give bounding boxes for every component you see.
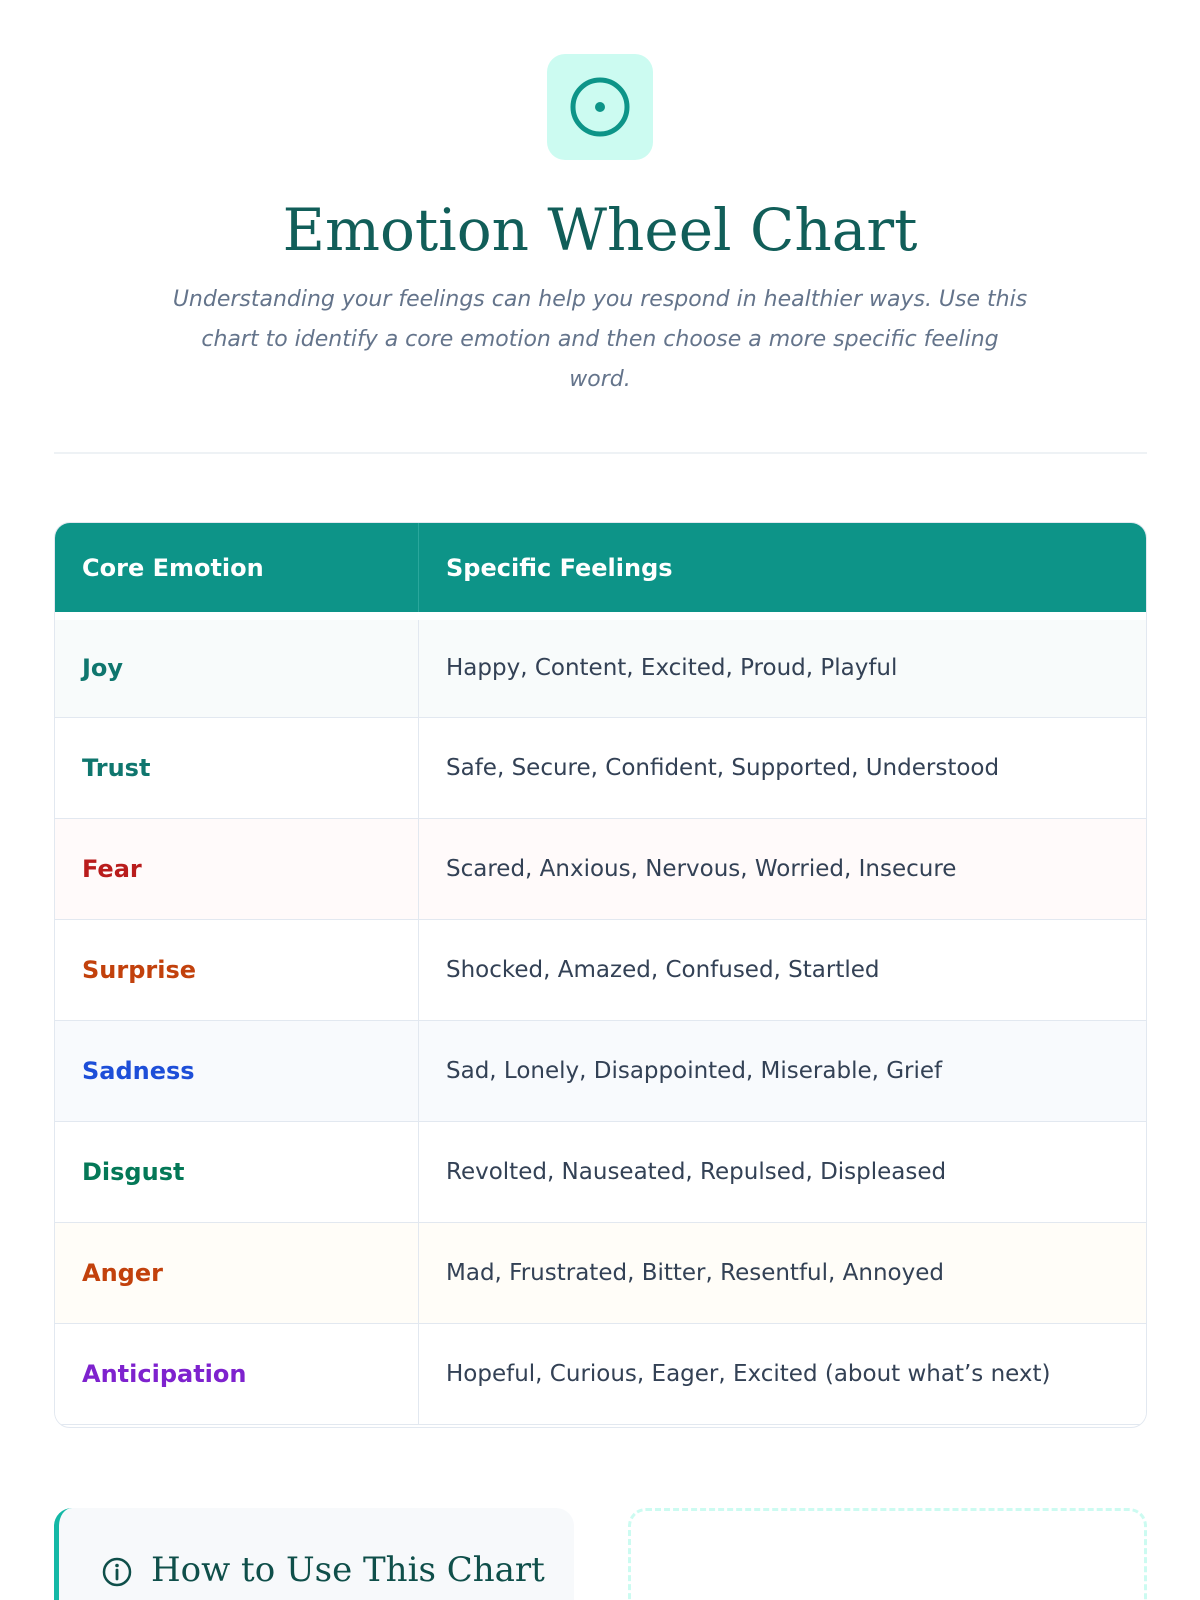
core-emotion-cell: Anger: [55, 1222, 419, 1323]
column-header-specific-feelings: Specific Feelings: [446, 553, 673, 582]
specific-feelings-cell: Happy, Content, Excited, Proud, Playful: [419, 616, 1147, 717]
core-emotion-cell: Sadness: [55, 1020, 419, 1121]
header-divider: [54, 452, 1147, 454]
table-row: [55, 1121, 1146, 1222]
emotion-table: [54, 522, 1147, 1428]
how-to-use-title: How to Use This Chart: [151, 1550, 545, 1590]
table-header-row: [55, 523, 1146, 616]
core-emotion-cell: Fear: [55, 818, 419, 919]
specific-feelings-cell: Sad, Lonely, Disappointed, Miserable, Grief: [419, 1020, 1147, 1121]
page-title: Emotion Wheel Chart: [282, 196, 918, 264]
core-emotion-cell: Joy: [55, 616, 419, 717]
core-emotion-cell: Surprise: [55, 919, 419, 1020]
target-icon: [568, 75, 632, 139]
table-row: [55, 1222, 1146, 1323]
core-emotion-cell: Anticipation: [55, 1323, 419, 1424]
table-row: [55, 1323, 1146, 1424]
logo-badge: [547, 54, 653, 160]
info-icon: [101, 1556, 133, 1588]
table-row: [55, 717, 1146, 818]
dashed-placeholder-card: [628, 1508, 1147, 1600]
table-row: [55, 919, 1146, 1020]
table-row: [55, 818, 1146, 919]
specific-feelings-cell: Mad, Frustrated, Bitter, Resentful, Annoyed: [419, 1222, 1147, 1323]
core-emotion-cell: Disgust: [55, 1121, 419, 1222]
page-subtitle: Understanding your feelings can help you respond in healthier ways. Use this chart to identify a core emotion and then choose a more specific feeling word.: [172, 287, 1028, 392]
specific-feelings-cell: Hopeful, Curious, Eager, Excited (about what’s next): [419, 1323, 1147, 1424]
core-emotion-cell: Trust: [55, 717, 419, 818]
how-to-use-card: [54, 1508, 574, 1600]
specific-feelings-cell: Scared, Anxious, Nervous, Worried, Insecure: [419, 818, 1147, 919]
specific-feelings-cell: Revolted, Nauseated, Repulsed, Displeased: [419, 1121, 1147, 1222]
specific-feelings-cell: Shocked, Amazed, Confused, Startled: [419, 919, 1147, 1020]
table-row: [55, 616, 1146, 717]
table-row: [55, 1020, 1146, 1121]
specific-feelings-cell: Safe, Secure, Confident, Supported, Understood: [419, 717, 1147, 818]
column-header-core-emotion: Core Emotion: [55, 523, 419, 616]
